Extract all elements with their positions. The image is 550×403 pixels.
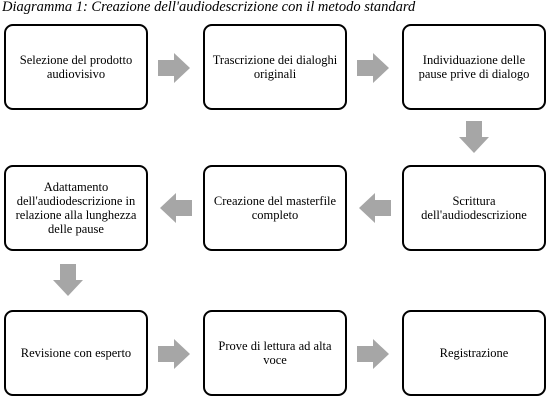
arrow-left-icon bbox=[160, 193, 192, 223]
arrow-right-icon bbox=[357, 53, 389, 83]
step-6-label: Adattamento dell'audiodescrizione in relazione alla lunghezza delle pause bbox=[15, 180, 137, 236]
step-4-label: Scrittura dell'audiodescrizione bbox=[421, 194, 527, 222]
step-8-box bbox=[203, 310, 347, 396]
step-1-label: Selezione del prodotto audiovisivo bbox=[19, 53, 133, 81]
arrow-right-icon bbox=[158, 339, 190, 369]
step-7-label: Revisione con esperto bbox=[20, 346, 132, 360]
step-4-box bbox=[402, 165, 546, 251]
step-7-box bbox=[4, 310, 148, 396]
diagram-title: Diagramma 1: Creazione dell'audiodescrizione con il metodo standard bbox=[2, 0, 416, 15]
arrow-right-icon bbox=[357, 339, 389, 369]
step-9-box bbox=[402, 310, 546, 396]
step-8-label: Prove di lettura ad alta voce bbox=[218, 339, 332, 367]
step-9-label: Registrazione bbox=[439, 346, 509, 360]
step-2-label: Trascrizione dei dialoghi originali bbox=[212, 53, 338, 81]
step-6-box bbox=[4, 165, 148, 251]
step-2-box bbox=[203, 24, 347, 110]
step-3-label: Individuazione delle pause prive di dialogo bbox=[418, 53, 530, 81]
arrow-down-icon bbox=[53, 264, 83, 296]
step-5-label: Creazione del masterfile completo bbox=[213, 194, 337, 222]
step-5-box bbox=[203, 165, 347, 251]
arrow-down-icon bbox=[459, 121, 489, 153]
step-3-box bbox=[402, 24, 546, 110]
arrow-left-icon bbox=[359, 193, 391, 223]
step-1-box bbox=[4, 24, 148, 110]
arrow-right-icon bbox=[158, 53, 190, 83]
